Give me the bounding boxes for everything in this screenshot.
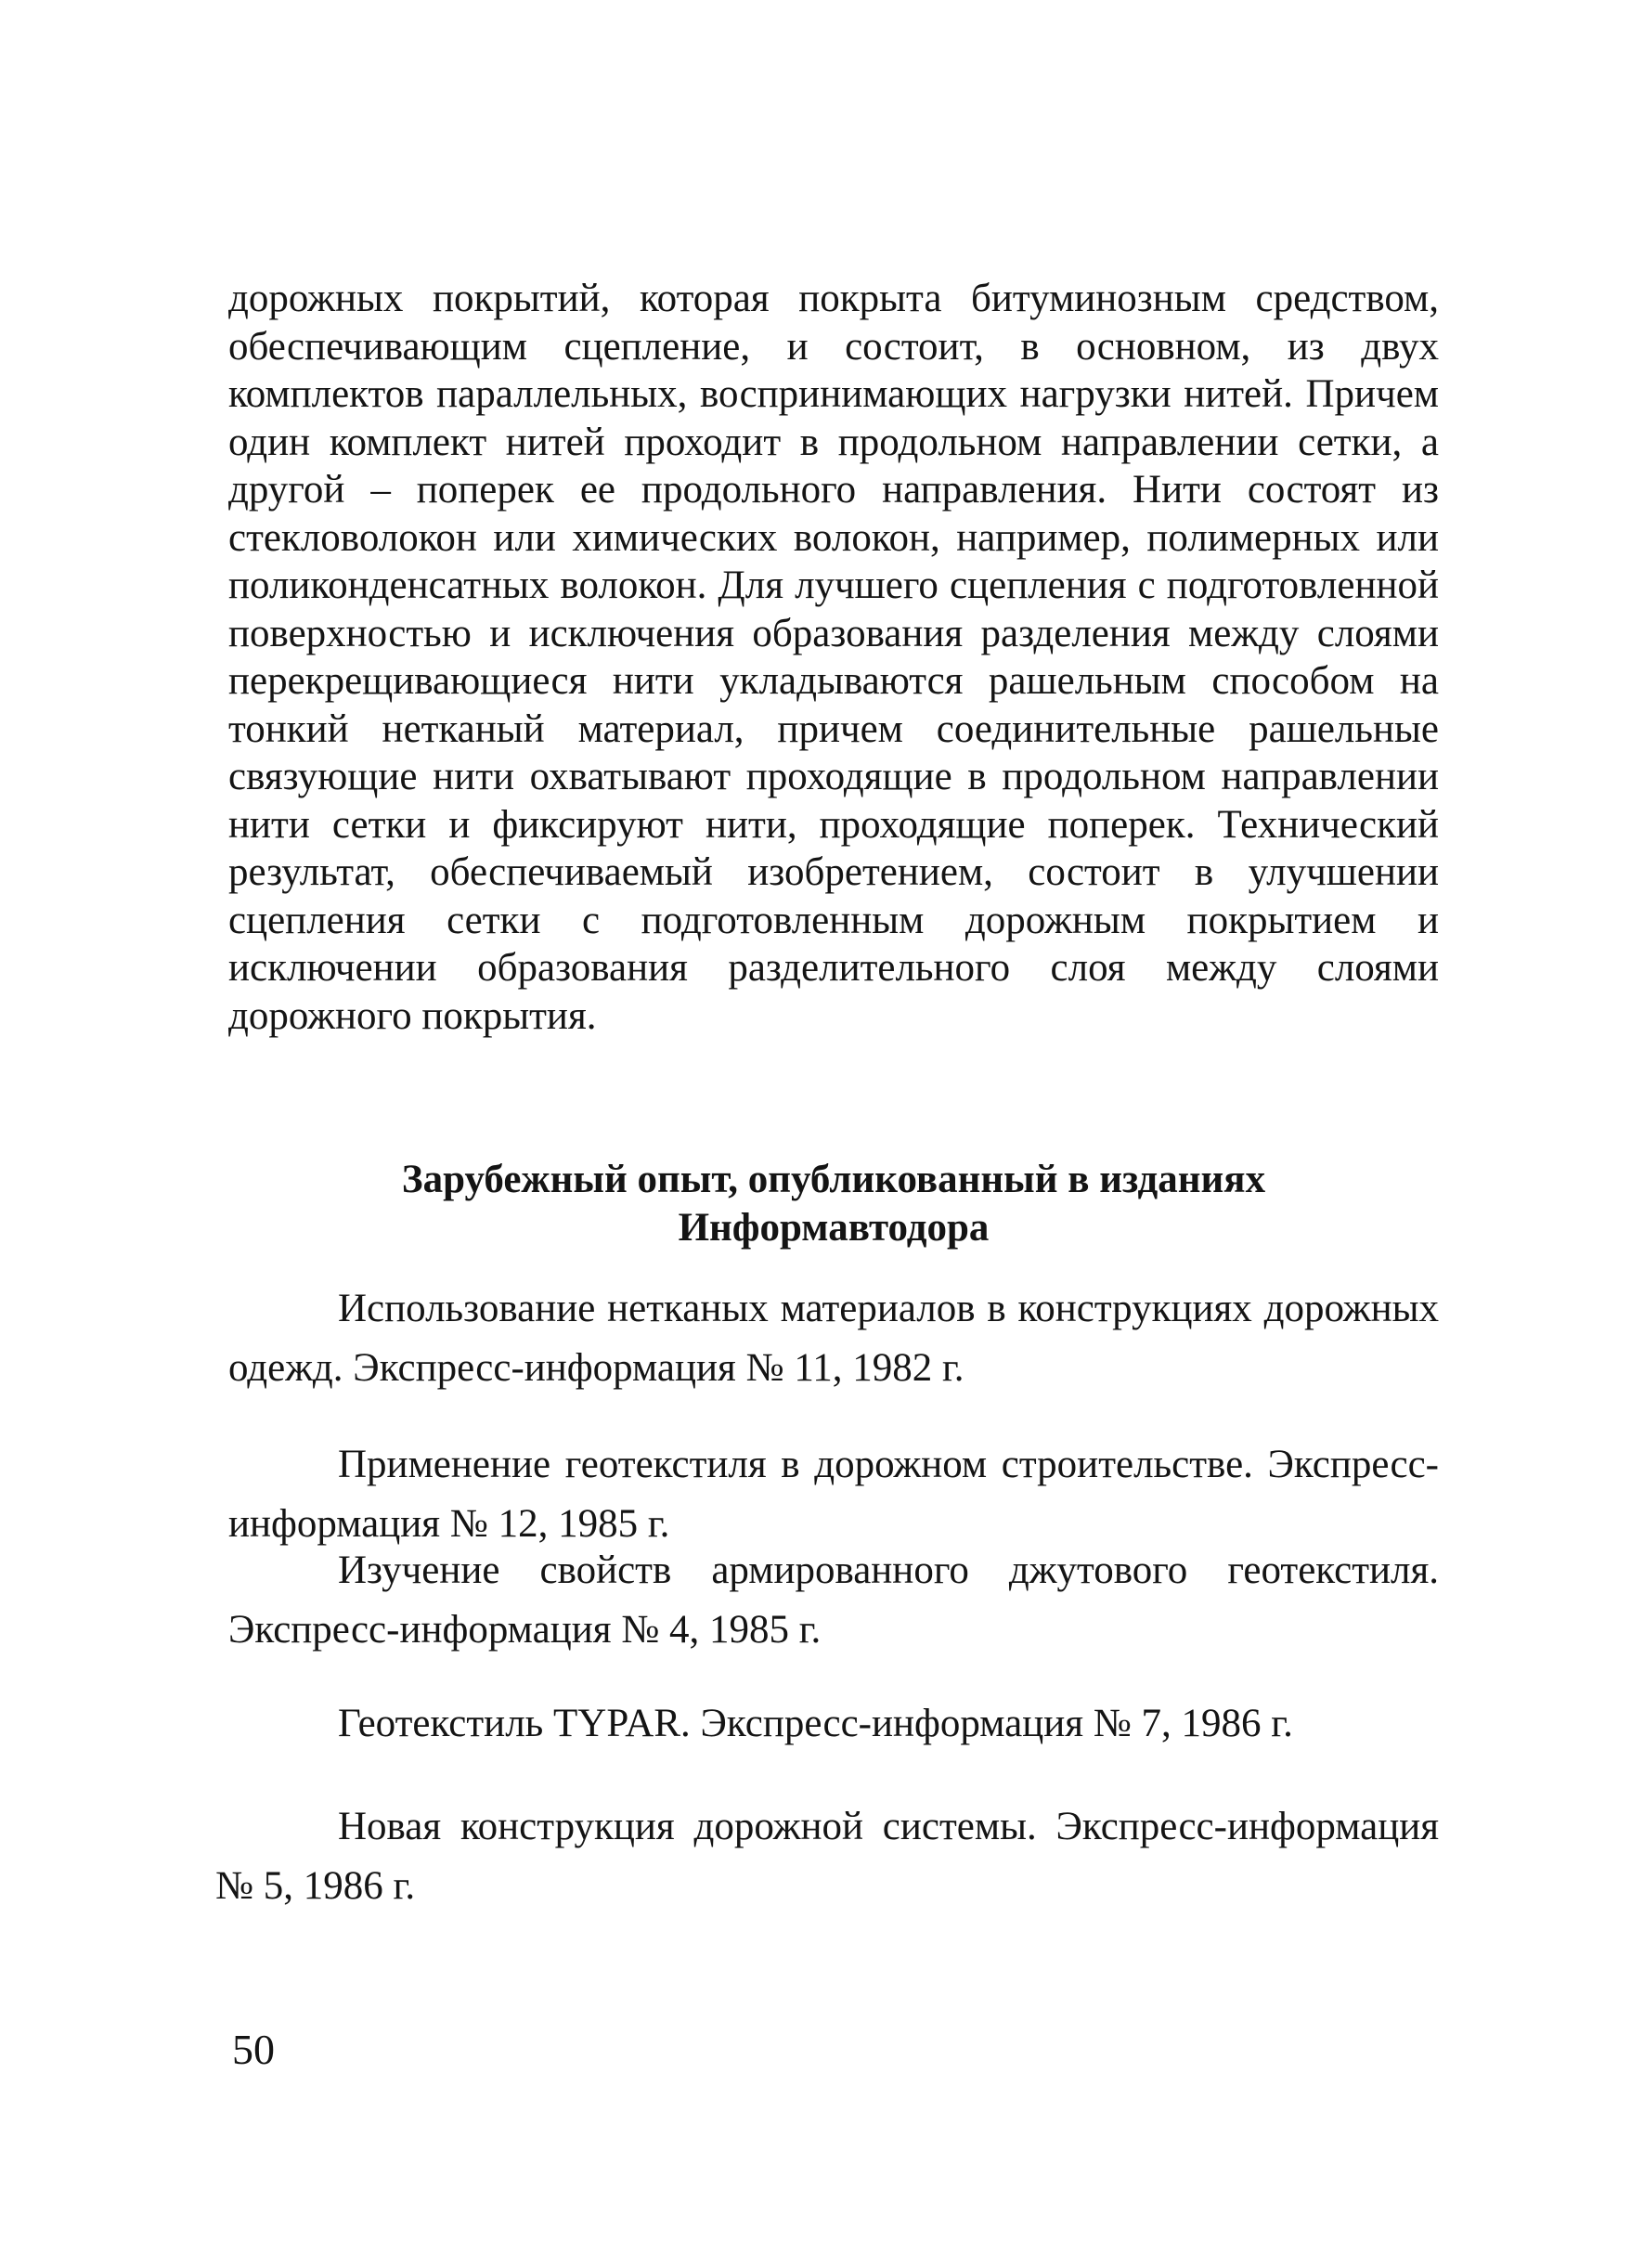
reference-item: Использование нетканых материалов в конструкциях дорожных одежд. Экспресс-информация № 11, 1982 г. (228, 1287, 1439, 1390)
section-heading (228, 1156, 1439, 1252)
reference-item: Применение геотекстиля в дорожном строительстве. Экспресс-информация № 12, 1985 г. (228, 1443, 1439, 1546)
reference-item: Геотекстиль TYPAR. Экспресс-информация № 7, 1986 г. (338, 1702, 1293, 1745)
section-heading-line-2: Информавтодора (678, 1206, 990, 1250)
page-number: 50 (232, 2026, 275, 2073)
reference-item: Новая конструкция дорожной системы. Экспресс-информация № 5, 1986 г. (215, 1805, 1439, 1908)
section-heading-line-1: Зарубежный опыт, опубликованный в изданиях (401, 1158, 1266, 1201)
reference-item: Изучение свойств армированного джутового геотекстиля. Экспресс-информация № 4, 1985 г. (228, 1549, 1439, 1652)
body-paragraph: дорожных покрытий, которая покрыта битуминозным средством, обеспечивающим сцепление, и состоит, в основном, из двух комплектов параллельных, воспринимающих нагрузки нитей. Причем один комплект нитей проходит в продольном направлении сетки, а другой – поперек ее продольного направления. Нити состоят из стекловолокон или химических волокон, например, полимерных или поликонденсатных волокон. Для лучшего сцепления с подготовленной поверхностью и исключения образования разделения между слоями перекрещивающиеся нити укладываются рашельным способом на тонкий нетканый материал, причем соединительные рашельные связующие нити охватывают проходящие в продольном направлении нити сетки и фиксируют нити, проходящие поперек. Технический результат, обеспечиваемый изобретением, состоит в улучшении сцепления сетки с подготовленным дорожным покрытием и исключении образования разделительного слоя между слоями дорожного покрытия. (228, 277, 1439, 1038)
